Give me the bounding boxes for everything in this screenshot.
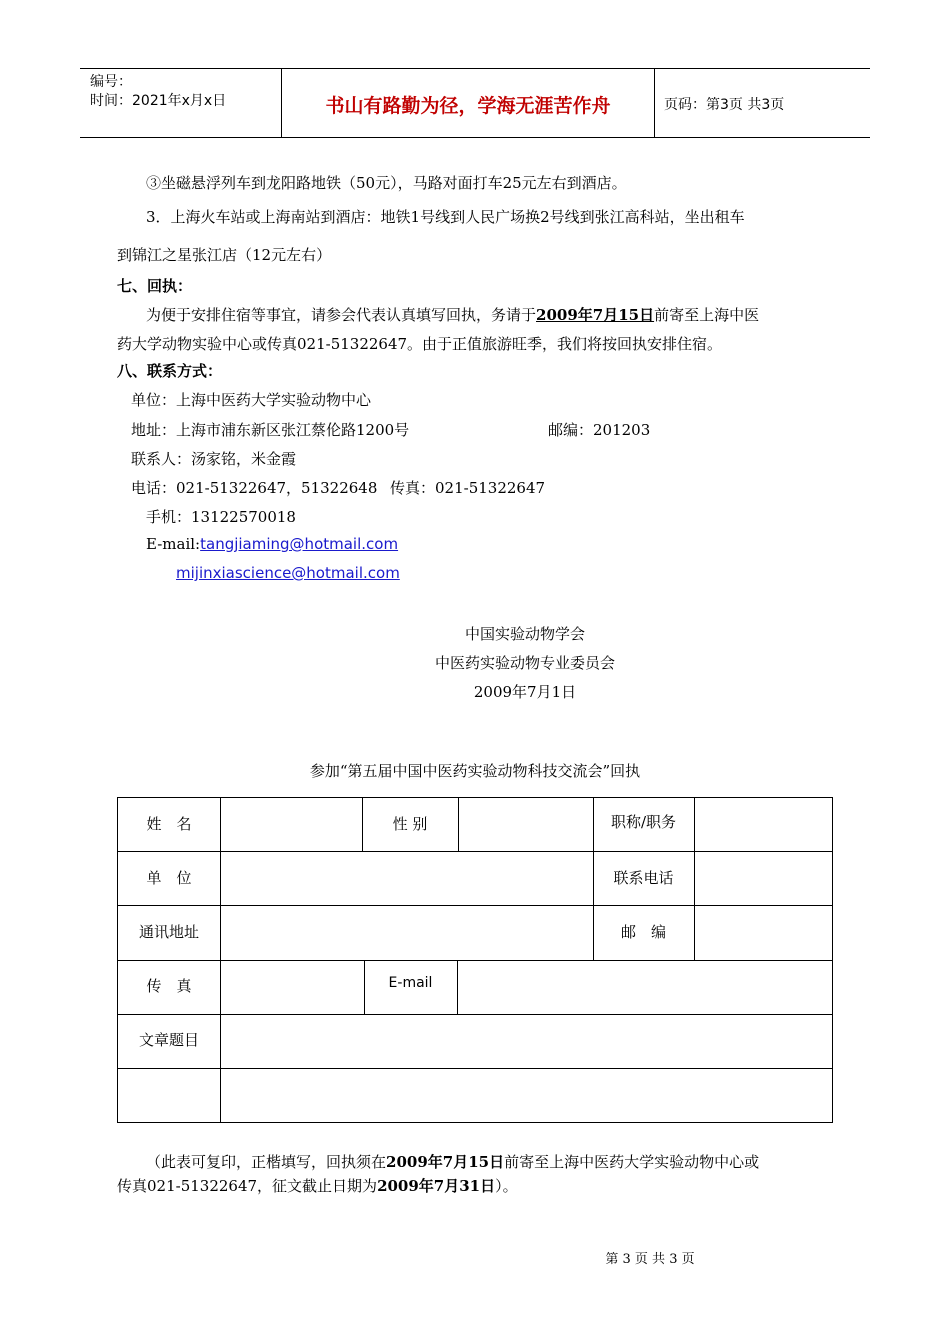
label-email: E-mail bbox=[388, 975, 433, 991]
field-title[interactable] bbox=[695, 798, 832, 851]
label-article: 文章题目 bbox=[138, 1031, 199, 1049]
header-page-number: 页码：第3页 共3页 bbox=[664, 97, 785, 113]
contact-postcode: 邮编：201203 bbox=[548, 421, 651, 439]
header-number: 编号： bbox=[90, 74, 132, 90]
note-date: 2009年7月31日 bbox=[377, 1177, 496, 1195]
signature-org: 中国实验动物学会 bbox=[464, 625, 585, 643]
receipt-paragraph-line bbox=[146, 304, 759, 325]
section-heading-contact: 八、联系方式： bbox=[117, 362, 223, 380]
field-name[interactable] bbox=[221, 798, 362, 851]
contact-email-row bbox=[146, 535, 398, 553]
field-email[interactable] bbox=[458, 961, 832, 1014]
label-fax: 传 真 bbox=[146, 977, 192, 995]
label-phone: 联系电话 bbox=[613, 869, 674, 887]
field-gender[interactable] bbox=[459, 798, 593, 851]
contact-email-row bbox=[176, 564, 400, 582]
field-extra[interactable] bbox=[221, 1069, 832, 1122]
receipt-form-table bbox=[117, 797, 833, 1123]
transport-line: ③坐磁悬浮列车到龙阳路地铁（50元），马路对面打车25元左右到酒店。 bbox=[146, 174, 627, 192]
page-header bbox=[80, 68, 870, 138]
contact-address: 地址：上海市浦东新区张江蔡伦路1200号 bbox=[131, 421, 410, 439]
header-meta bbox=[90, 73, 226, 111]
signature-committee: 中医药实验动物专业委员会 bbox=[434, 654, 615, 672]
page-footer: 第 3 页 共 3 页 bbox=[605, 1252, 695, 1267]
label-name: 姓 名 bbox=[146, 815, 192, 833]
header-motto: 书山有路勤为径，学海无涯苦作舟 bbox=[325, 95, 611, 117]
contact-unit: 单位：上海中医药大学实验动物中心 bbox=[131, 391, 372, 409]
note-line bbox=[117, 1175, 518, 1196]
note-text: ）。 bbox=[495, 1177, 518, 1195]
field-article[interactable] bbox=[221, 1015, 832, 1068]
email-label: E-mail: bbox=[146, 535, 201, 553]
receipt-text: 前寄至上海中医 bbox=[654, 306, 760, 324]
field-postcode[interactable] bbox=[695, 906, 832, 960]
note-text: 传真021-51322647，征文截止日期为 bbox=[117, 1177, 378, 1195]
contact-phone: 电话：021-51322647，51322648 bbox=[131, 479, 378, 497]
deadline-date: 2009年7月15日 bbox=[536, 306, 655, 324]
label-title: 职称/职务 bbox=[610, 813, 677, 831]
field-address[interactable] bbox=[221, 906, 593, 960]
section-heading-receipt: 七、回执： bbox=[117, 277, 193, 295]
note-line bbox=[146, 1151, 759, 1172]
note-date: 2009年7月15日 bbox=[386, 1153, 505, 1171]
field-phone[interactable] bbox=[695, 852, 832, 905]
note-text: （此表可复印，正楷填写，回执须在 bbox=[146, 1153, 387, 1171]
form-title: 参加“第五届中国中医药实验动物科技交流会”回执 bbox=[309, 762, 641, 780]
header-divider bbox=[654, 69, 655, 137]
email-link-1[interactable]: tangjiaming@hotmail.com bbox=[200, 535, 399, 553]
receipt-text: 为便于安排住宿等事宜，请参会代表认真填写回执，务请于 bbox=[146, 306, 537, 324]
transport-line: 到锦江之星张江店（12元左右） bbox=[117, 246, 332, 264]
contact-mobile: 手机：13122570018 bbox=[146, 508, 296, 526]
note-text: 前寄至上海中医药大学实验动物中心或 bbox=[504, 1153, 760, 1171]
label-address: 通讯地址 bbox=[138, 923, 199, 941]
label-gender: 性 别 bbox=[392, 815, 428, 833]
label-postcode: 邮 编 bbox=[620, 923, 666, 941]
contact-fax: 传真：021-51322647 bbox=[390, 479, 546, 497]
signature-date: 2009年7月1日 bbox=[473, 683, 577, 701]
email-link-2[interactable]: mijinxiascience@hotmail.com bbox=[176, 564, 400, 582]
contact-person: 联系人：汤家铭，米金霞 bbox=[131, 450, 297, 468]
transport-line: 3．上海火车站或上海南站到酒店：地铁1号线到人民广场换2号线到张江高科站，坐出租车 bbox=[146, 208, 745, 226]
field-unit[interactable] bbox=[221, 852, 593, 905]
label-unit: 单 位 bbox=[146, 869, 192, 887]
receipt-paragraph-line: 药大学动物实验中心或传真021-51322647。由于正值旅游旺季，我们将按回执安排住宿。 bbox=[117, 335, 723, 353]
header-time: 时间：2021年x月x日 bbox=[90, 93, 227, 109]
field-fax[interactable] bbox=[221, 961, 364, 1014]
